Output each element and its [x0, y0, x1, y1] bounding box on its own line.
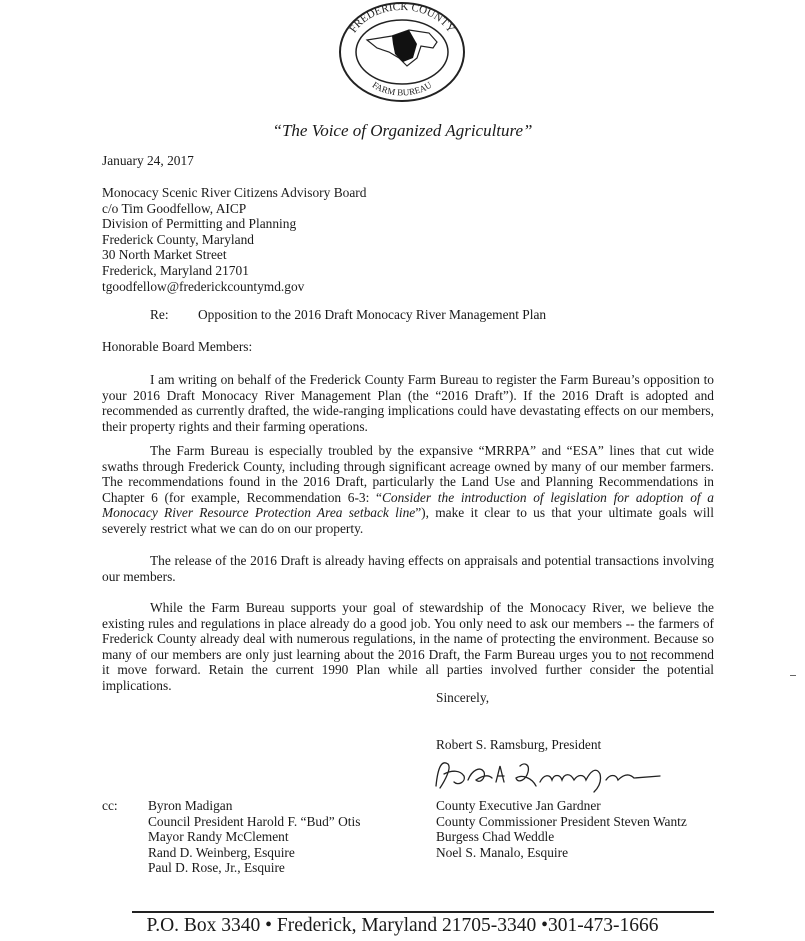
- handwritten-signature: [430, 752, 670, 796]
- address-line: Division of Permitting and Planning: [102, 216, 297, 232]
- cc-recipient: Rand D. Weinberg, Esquire: [148, 844, 295, 860]
- paragraph-1-text: I am writing on behalf of the Frederick County Farm Bureau to register the Farm Bureau’s opposition to your 2016 Draft Monocacy River Management Plan (the “2016 Draft”). If the 2016 Draft is adopted and recommended as currently drafted, the wide-ranging implications could have devastating effects on our members, their property rights and their farming operations.: [102, 372, 714, 434]
- salutation: Honorable Board Members:: [102, 339, 253, 354]
- paragraph-3: [102, 553, 714, 584]
- margin-mark: [790, 675, 796, 676]
- email-address: tgoodfellow@frederickcountymd.gov: [102, 278, 305, 294]
- paragraph-1: [102, 372, 714, 434]
- cc-recipient: Paul D. Rose, Jr., Esquire: [148, 860, 285, 876]
- address-line: Monocacy Scenic River Citizens Advisory Board: [102, 185, 367, 200]
- footer-contact: P.O. Box 3340 • Frederick, Maryland 21705-3340 •301-473-1666: [146, 915, 659, 936]
- cc-recipient: Byron Madigan: [148, 798, 233, 813]
- emphasis-not: not: [629, 646, 647, 662]
- address-line: Frederick County, Maryland: [102, 231, 254, 247]
- svg-text:FREDERICK COUNTY: FREDERICK COUNTY: [347, 0, 457, 35]
- cc-list-right: [436, 798, 687, 860]
- recipient-address: [102, 185, 366, 294]
- paragraph-4: [102, 600, 714, 694]
- svg-text:FARM BUREAU: FARM BUREAU: [370, 79, 434, 98]
- paragraph-3-text: The release of the 2016 Draft is already having effects on appraisals and potential transactions involving our members.: [102, 553, 714, 584]
- letter-date: January 24, 2017: [102, 153, 194, 168]
- paragraph-4-text-end: recommend it move forward. Retain the current 1990 Plan while all parties involved further consider the potential implications.: [102, 646, 714, 693]
- closing: Sincerely,: [436, 690, 490, 705]
- cc-recipient: County Executive Jan Gardner: [436, 798, 601, 813]
- cc-list-left: [148, 798, 360, 876]
- cc-label: cc:: [102, 798, 118, 813]
- footer-divider: [132, 911, 714, 913]
- recommendation-quote: Consider the introduction of legislation for adoption of a Monocacy River Resource Protection Area setback line: [102, 489, 714, 521]
- farm-bureau-logo: [337, 0, 467, 110]
- address-line: 30 North Market Street: [102, 247, 227, 263]
- address-line: Frederick, Maryland 21701: [102, 262, 249, 278]
- paragraph-2-text: The Farm Bureau is especially troubled by the expansive “MRRPA” and “ESA” lines that cut wide swaths through Frederick County, including through significant acreage owned by many of our member farmers. The recommendations found in the 2016 Draft, particularly the Land Use and Planning Recommendations in Chapter 6 (for example, Recommendation 6-3: “: [102, 443, 714, 505]
- cc-recipient: County Commissioner President Steven Wantz: [436, 813, 687, 829]
- paragraph-2: [102, 443, 714, 537]
- cc-recipient: Noel S. Manalo, Esquire: [436, 844, 569, 860]
- address-line: c/o Tim Goodfellow, AICP: [102, 200, 247, 216]
- cc-recipient: Mayor Randy McClement: [148, 829, 289, 845]
- cc-recipient: Burgess Chad Weddle: [436, 829, 555, 845]
- re-subject: Opposition to the 2016 Draft Monocacy River Management Plan: [198, 307, 547, 322]
- signer-name: Robert S. Ramsburg, President: [436, 737, 602, 752]
- cc-recipient: Council President Harold F. “Bud” Otis: [148, 813, 361, 829]
- re-label: Re:: [150, 307, 169, 322]
- tagline: “The Voice of Organized Agriculture”: [272, 121, 533, 140]
- paragraph-4-text: While the Farm Bureau supports your goal of stewardship of the Monocacy River, we believe the existing rules and regulations in place already do a good job. You only need to ask our members -- the farmers of Frederick County already deal with numerous regulations, in the name of protecting the environment. Because so many of our members are only just learning about the 2016 Draft, the Farm Bureau urges you to: [102, 600, 714, 662]
- paragraph-2-text-end: ”), make it clear to us that your ultimate goals will severely restrict what we can do on our property.: [102, 505, 714, 536]
